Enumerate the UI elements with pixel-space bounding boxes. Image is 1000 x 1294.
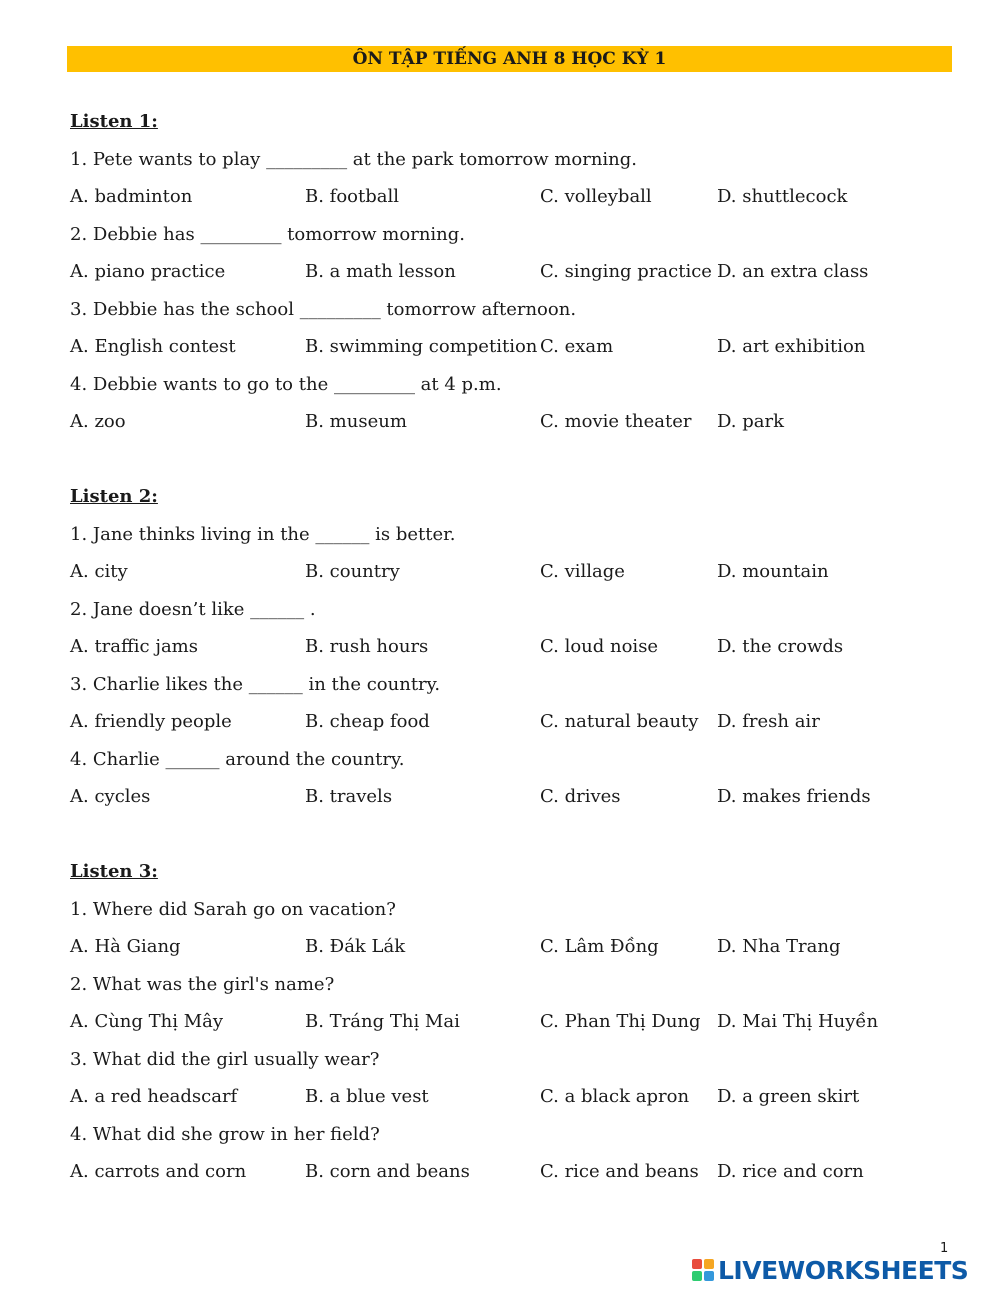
option-b[interactable]: B. country xyxy=(305,561,400,582)
option-d[interactable]: D. rice and corn xyxy=(717,1161,864,1182)
liveworksheets-logo xyxy=(692,1255,968,1285)
option-a[interactable]: A. cycles xyxy=(70,786,151,807)
option-a[interactable]: A. city xyxy=(70,561,128,582)
option-c[interactable]: C. Phan Thị Dung xyxy=(540,1011,701,1032)
question-text: 4. Charlie ______ around the country. xyxy=(70,748,405,770)
option-b[interactable]: B. a math lesson xyxy=(305,261,456,282)
option-d[interactable]: D. shuttlecock xyxy=(717,186,848,207)
section-heading: Listen 2: xyxy=(70,486,158,507)
answer-options xyxy=(70,328,950,366)
option-a[interactable]: A. Cùng Thị Mây xyxy=(70,1011,224,1032)
section-listen-2 xyxy=(70,478,950,816)
question-text: 1. Where did Sarah go on vacation? xyxy=(70,898,396,920)
answer-options xyxy=(70,928,950,966)
answer-options xyxy=(70,1078,950,1116)
answer-options xyxy=(70,1003,950,1041)
option-c[interactable]: C. Lâm Đồng xyxy=(540,936,659,957)
answer-options xyxy=(70,253,950,291)
section-listen-3 xyxy=(70,853,950,1191)
logo-text: LIVEWORKSHEETS xyxy=(718,1255,969,1285)
option-d[interactable]: D. park xyxy=(717,411,784,432)
option-a[interactable]: A. carrots and corn xyxy=(70,1161,247,1182)
option-c[interactable]: C. a black apron xyxy=(540,1086,690,1107)
option-a[interactable]: A. Hà Giang xyxy=(70,936,181,957)
option-c[interactable]: C. village xyxy=(540,561,625,582)
option-b[interactable]: B. Đák Lák xyxy=(305,936,406,957)
option-d[interactable]: D. mountain xyxy=(717,561,829,582)
option-d[interactable]: D. Nha Trang xyxy=(717,936,841,957)
option-b[interactable]: B. Tráng Thị Mai xyxy=(305,1011,460,1032)
option-c[interactable]: C. natural beauty xyxy=(540,711,699,732)
answer-options xyxy=(70,178,950,216)
option-d[interactable]: D. art exhibition xyxy=(717,336,866,357)
option-d[interactable]: D. Mai Thị Huyền xyxy=(717,1011,879,1032)
option-a[interactable]: A. piano practice xyxy=(70,261,226,282)
worksheet-content xyxy=(70,103,950,1191)
option-a[interactable]: A. English contest xyxy=(70,336,236,357)
option-d[interactable]: D. an extra class xyxy=(717,261,869,282)
question-text: 4. What did she grow in her field? xyxy=(70,1123,380,1145)
option-a[interactable]: A. badminton xyxy=(70,186,193,207)
option-a[interactable]: A. zoo xyxy=(70,411,126,432)
option-b[interactable]: B. football xyxy=(305,186,400,207)
section-listen-1 xyxy=(70,103,950,441)
option-b[interactable]: B. swimming competition xyxy=(305,336,538,357)
answer-options xyxy=(70,703,950,741)
option-a[interactable]: A. a red headscarf xyxy=(70,1086,238,1107)
question-text: 1. Pete wants to play _________ at the park tomorrow morning. xyxy=(70,148,638,170)
option-c[interactable]: C. loud noise xyxy=(540,636,659,657)
option-d[interactable]: D. a green skirt xyxy=(717,1086,860,1107)
option-d[interactable]: D. makes friends xyxy=(717,786,871,807)
question-text: 3. What did the girl usually wear? xyxy=(70,1048,380,1070)
option-b[interactable]: B. rush hours xyxy=(305,636,429,657)
option-a[interactable]: A. traffic jams xyxy=(70,636,198,657)
option-b[interactable]: B. a blue vest xyxy=(305,1086,429,1107)
page-title: ÔN TẬP TIẾNG ANH 8 HỌC KỲ 1 xyxy=(67,46,952,72)
section-spacer xyxy=(70,441,950,479)
question-text: 3. Charlie likes the ______ in the country. xyxy=(70,673,441,695)
option-c[interactable]: C. volleyball xyxy=(540,186,652,207)
section-heading: Listen 1: xyxy=(70,111,158,132)
question-text: 2. Jane doesn’t like ______ . xyxy=(70,598,316,620)
question-text: 2. What was the girl's name? xyxy=(70,973,335,995)
option-b[interactable]: B. museum xyxy=(305,411,407,432)
answer-options xyxy=(70,1153,950,1191)
option-a[interactable]: A. friendly people xyxy=(70,711,232,732)
section-heading: Listen 3: xyxy=(70,861,158,882)
option-c[interactable]: C. movie theater xyxy=(540,411,692,432)
option-c[interactable]: C. exam xyxy=(540,336,614,357)
answer-options xyxy=(70,628,950,666)
option-c[interactable]: C. rice and beans xyxy=(540,1161,699,1182)
option-c[interactable]: C. drives xyxy=(540,786,621,807)
question-text: 2. Debbie has _________ tomorrow morning. xyxy=(70,223,466,245)
question-text: 3. Debbie has the school _________ tomorrow afternoon. xyxy=(70,298,577,320)
section-spacer xyxy=(70,816,950,854)
question-text: 1. Jane thinks living in the ______ is better. xyxy=(70,523,456,545)
page-number: 1 xyxy=(940,1241,949,1256)
liveworksheets-logo-icon xyxy=(692,1259,714,1281)
option-c[interactable]: C. singing practice xyxy=(540,261,712,282)
question-text: 4. Debbie wants to go to the _________ at 4 p.m. xyxy=(70,373,502,395)
option-b[interactable]: B. travels xyxy=(305,786,393,807)
answer-options xyxy=(70,553,950,591)
option-b[interactable]: B. cheap food xyxy=(305,711,430,732)
option-d[interactable]: D. fresh air xyxy=(717,711,820,732)
option-b[interactable]: B. corn and beans xyxy=(305,1161,470,1182)
answer-options xyxy=(70,778,950,816)
answer-options xyxy=(70,403,950,441)
option-d[interactable]: D. the crowds xyxy=(717,636,844,657)
